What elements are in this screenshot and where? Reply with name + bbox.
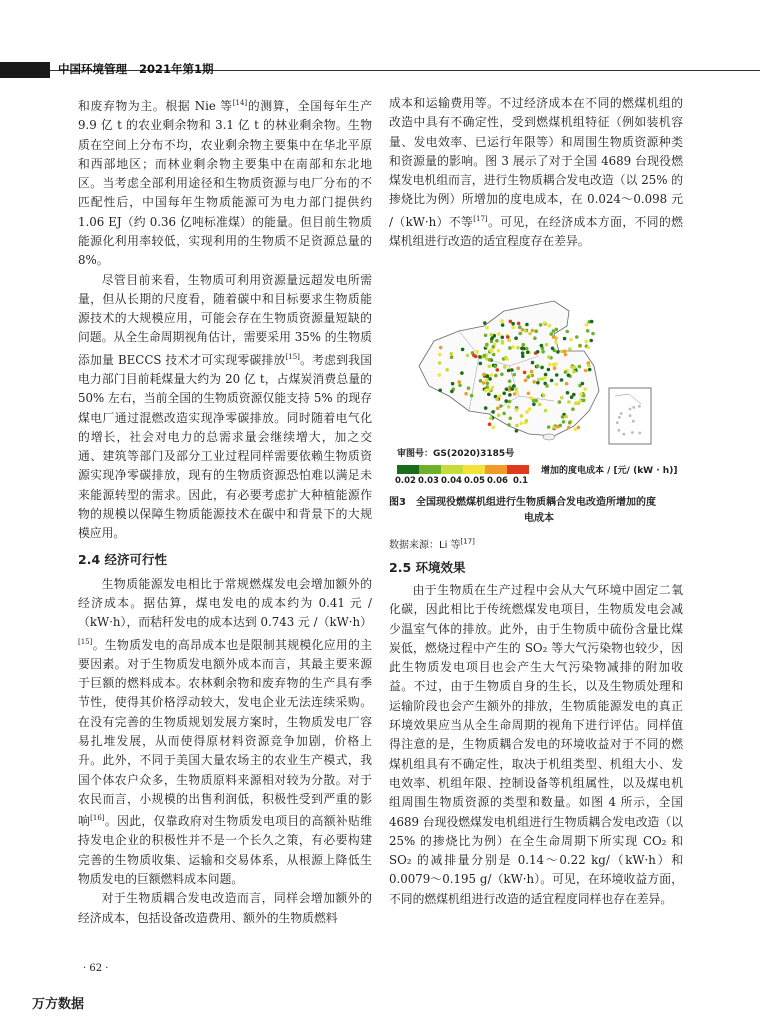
plant-marker bbox=[575, 335, 579, 339]
plant-marker bbox=[560, 378, 564, 382]
plant-marker bbox=[488, 377, 492, 381]
plant-marker bbox=[479, 379, 483, 383]
plant-marker bbox=[536, 350, 540, 354]
plant-marker bbox=[573, 366, 577, 370]
plant-marker bbox=[495, 339, 499, 343]
plant-marker bbox=[485, 357, 489, 361]
plant-marker bbox=[484, 406, 488, 410]
plant-marker bbox=[486, 375, 490, 379]
plant-marker bbox=[521, 351, 525, 355]
legend-tick: 0.03 bbox=[418, 476, 439, 486]
color-legend bbox=[397, 465, 529, 474]
plant-marker bbox=[536, 381, 540, 385]
plant-marker bbox=[491, 426, 495, 430]
inset-marker bbox=[617, 429, 620, 432]
legend-tick: 0.05 bbox=[464, 476, 485, 486]
plant-marker bbox=[450, 356, 454, 360]
paragraph: 尽管目前来看，生物质可利用资源量远超发电所需量，但从长期的尺度看，随着碳中和目标要求生物质能源技术的大规模应用，可能会存在生物质资源量短缺的问题。从全生命周期视角估计，需要采用 35% 的生物质添加量 BECCS 技术才可实现零碳排放[15]。考虑到我国电力部门目前耗煤量大约为 20 亿 t，占煤炭消费总量的 50% 左右，当前全国的生物质资源仅能支持 5% 的现存煤电厂通过混燃改造实现净零碳排放。同时随着电气化的增长，社会对电力的总需求量会继续增大，加之交通、建筑等部门及部分工业过程同样需要依赖生物质资源实现净零碳排放，现有的生物质资源恐怕难以满足未来能源转型的需求。因此，有必要考虑扩大种植能源作物的规模以保障生物质能源技术在碳中和背景下的大规模应用。 bbox=[78, 272, 372, 541]
legend-tick: 0.02 bbox=[395, 476, 416, 486]
plant-marker bbox=[561, 415, 565, 419]
plant-marker bbox=[507, 423, 511, 427]
plant-marker bbox=[534, 329, 538, 333]
plant-marker bbox=[511, 345, 515, 349]
plant-marker bbox=[451, 382, 455, 386]
plant-marker bbox=[526, 375, 530, 379]
paragraph: 成本和运输费用等。不过经济成本在不同的燃煤机组的改造中具有不确定性，受到燃煤机组特征（例如装机容量、发电效率、已运行年限等）和周围生物质资源种类和资源量的影响。图 3 展示了对于全国 4689 台现役燃煤发电机组而言，进行生物质耦合发电改造（以 25% 的掺烧比为例）所增加的度电成本，在 0.024～0.098 元 /（kW·h）不等[17]。可见，在经济成本方面，不同的燃煤机组进行改造的适宜程度存在差异。 bbox=[389, 96, 683, 248]
plant-marker bbox=[567, 373, 571, 377]
plant-marker bbox=[545, 343, 549, 347]
plant-marker bbox=[543, 321, 547, 325]
plant-marker bbox=[552, 363, 556, 367]
plant-marker bbox=[478, 355, 482, 359]
figure-3 bbox=[389, 296, 689, 551]
inset-marker bbox=[620, 412, 623, 415]
plant-marker bbox=[552, 335, 556, 339]
plant-marker bbox=[524, 379, 528, 383]
plant-marker bbox=[544, 409, 548, 413]
plant-marker bbox=[574, 401, 578, 405]
plant-marker bbox=[515, 408, 519, 412]
plant-marker bbox=[568, 421, 572, 425]
plant-marker bbox=[461, 348, 465, 352]
paragraph: 和废弃物为主。根据 Nie 等[14]的测算，全国每年生产 9.9 亿 t 的农业剩余物和 3.1 亿 t 的林业剩余物。生物质在空间上分布不均，农业剩余物主要集中在华北平原和西部地区；而林业剩余物主要集中在南部和东北地区。当考虑全部利用途径和生物质资源与电厂分布的不匹配性后，中国每年生物质能源可为电力部门提供约 1.06 EJ（约 0.36 亿吨标准煤）的能量。但目前生物质能源化利用率较低，实现利用的生物质不足资源总量的 8%。 bbox=[78, 98, 372, 268]
hainan-island bbox=[543, 434, 555, 440]
plant-marker bbox=[586, 329, 590, 333]
legend-swatch-6 bbox=[507, 465, 529, 474]
plant-marker bbox=[512, 384, 516, 388]
plant-marker bbox=[577, 426, 581, 430]
legend-tick: 0.04 bbox=[441, 476, 462, 486]
plant-marker bbox=[585, 323, 589, 327]
caption-line-1: 图3 全国现役燃煤机组进行生物质耦合发电改造所增加的度 bbox=[389, 497, 656, 508]
plant-marker bbox=[520, 414, 524, 418]
plant-marker bbox=[552, 426, 556, 430]
plant-marker bbox=[492, 345, 496, 349]
plant-marker bbox=[485, 343, 489, 347]
plant-marker bbox=[555, 373, 559, 377]
plant-marker bbox=[587, 364, 591, 368]
plant-marker bbox=[543, 376, 547, 380]
plant-marker bbox=[508, 400, 512, 404]
plant-marker bbox=[464, 392, 468, 396]
plant-marker bbox=[584, 369, 588, 373]
plant-marker bbox=[579, 392, 583, 396]
plant-marker bbox=[548, 363, 552, 367]
plant-marker bbox=[490, 333, 494, 337]
plant-marker bbox=[439, 346, 443, 350]
legend-swatch-3 bbox=[441, 465, 463, 474]
plant-marker bbox=[518, 332, 522, 336]
plant-marker bbox=[533, 336, 537, 340]
plant-marker bbox=[488, 423, 492, 427]
inset-marker bbox=[616, 421, 619, 424]
plant-marker bbox=[489, 416, 493, 420]
plant-marker bbox=[541, 350, 545, 354]
plant-marker bbox=[506, 335, 510, 339]
plant-marker bbox=[548, 324, 552, 328]
section-heading: 2.5 环境效果 bbox=[389, 560, 466, 575]
plant-marker bbox=[535, 399, 539, 403]
plant-marker bbox=[450, 390, 454, 394]
plant-marker bbox=[499, 404, 503, 408]
plant-marker bbox=[554, 341, 558, 345]
plant-marker bbox=[521, 355, 525, 359]
inset-marker bbox=[629, 408, 632, 411]
inset-marker bbox=[622, 433, 625, 436]
journal-name: 中国环境管理 bbox=[58, 62, 127, 76]
plant-marker bbox=[550, 379, 554, 383]
plant-marker bbox=[525, 323, 529, 327]
plant-marker bbox=[542, 394, 546, 398]
plant-marker bbox=[531, 329, 535, 333]
legend-swatch-5 bbox=[485, 465, 507, 474]
plant-marker bbox=[532, 380, 536, 384]
plant-marker bbox=[479, 362, 483, 366]
plant-marker bbox=[526, 350, 530, 354]
china-map bbox=[389, 296, 699, 446]
plant-marker bbox=[508, 346, 512, 350]
plant-marker bbox=[560, 396, 564, 400]
inset-marker bbox=[638, 405, 641, 408]
plant-marker bbox=[500, 373, 504, 377]
plant-marker bbox=[566, 391, 570, 395]
plant-marker bbox=[558, 400, 562, 404]
plant-marker bbox=[549, 332, 553, 336]
plant-marker bbox=[531, 361, 535, 365]
plant-marker bbox=[528, 332, 532, 336]
plant-marker bbox=[565, 330, 569, 334]
plant-marker bbox=[529, 396, 533, 400]
plant-marker bbox=[559, 424, 563, 428]
plant-marker bbox=[552, 329, 556, 333]
figure-caption bbox=[389, 495, 689, 527]
plant-marker bbox=[504, 399, 508, 403]
plant-marker bbox=[525, 410, 529, 414]
inset-marker bbox=[632, 420, 635, 423]
plant-marker bbox=[564, 353, 568, 357]
plant-marker bbox=[547, 425, 551, 429]
plant-marker bbox=[482, 381, 486, 385]
plant-marker bbox=[516, 367, 520, 371]
plant-marker bbox=[527, 392, 531, 396]
plant-marker bbox=[507, 339, 511, 343]
plant-marker bbox=[583, 387, 587, 391]
plant-marker bbox=[490, 349, 494, 353]
plant-marker bbox=[578, 399, 582, 403]
plant-marker bbox=[501, 323, 505, 327]
plant-marker bbox=[505, 387, 509, 391]
section-heading: 2.4 经济可行性 bbox=[78, 551, 167, 567]
plant-marker bbox=[556, 350, 560, 354]
section-heading-wrap bbox=[78, 544, 372, 575]
plant-marker bbox=[504, 356, 508, 360]
plant-marker bbox=[508, 393, 512, 397]
caption-line-2: 电成本 bbox=[524, 513, 554, 524]
plant-marker bbox=[497, 332, 501, 336]
plant-marker bbox=[569, 338, 573, 342]
plant-marker bbox=[445, 368, 449, 372]
plant-marker bbox=[511, 322, 515, 326]
plant-marker bbox=[490, 337, 494, 341]
plant-marker bbox=[562, 420, 566, 424]
section-heading-wrap bbox=[389, 554, 683, 581]
plant-marker bbox=[457, 380, 461, 384]
plant-marker bbox=[483, 321, 487, 325]
plant-marker bbox=[523, 371, 527, 375]
plant-marker bbox=[460, 371, 464, 375]
plant-marker bbox=[525, 419, 529, 423]
legend-swatch-1 bbox=[397, 465, 419, 474]
plant-marker bbox=[510, 368, 514, 372]
plant-marker bbox=[496, 368, 500, 372]
plant-marker bbox=[509, 320, 513, 324]
legend-swatch-4 bbox=[463, 465, 485, 474]
legend-swatch-2 bbox=[419, 465, 441, 474]
plant-marker bbox=[522, 343, 526, 347]
plant-marker bbox=[494, 374, 498, 378]
plant-marker bbox=[553, 366, 557, 370]
plant-marker bbox=[563, 337, 567, 341]
database-watermark: 万方数据 bbox=[32, 997, 85, 1012]
plant-marker bbox=[573, 428, 577, 432]
paragraph: 生物质能源发电相比于常规燃煤发电会增加额外的经济成本。据估算，煤电发电的成本约为 0.41 元 /（kW·h），而秸秆发电的成本达到 0.743 元 /（kW·h）[15]。生物质发电的高昂成本也是限制其规模化应用的主要因素。对于生物质发电额外成本而言，其最主要来源于巨额的燃料成本。农林剩余物和废弃物的生产具有季节性，使得其价格浮动较大，发电企业无法连续采购。在没有完善的生物质规划发展方案时，生物质发电厂容易扎堆发展，从而使得原材料资源竞争加剧，价格上升。此外，不同于美国大量农场主的农业生产模式，我国个体农户众多，生物质原料来源相对较为分散。对于农民而言，小规模的出售利润低，积极性受到严重的影响[16]。因此，仅靠政府对生物质发电项目的高额补贴维持发电企业的积极性并不是一个长久之策，有必要构建完善的生物质收集、运输和交易体系，从根源上降低生物质发电的巨额燃料成本问题。 bbox=[78, 576, 372, 886]
plant-marker bbox=[495, 397, 499, 401]
plant-marker bbox=[538, 403, 542, 407]
plant-marker bbox=[578, 344, 582, 348]
plant-marker bbox=[501, 336, 505, 340]
plant-marker bbox=[490, 373, 494, 377]
running-header bbox=[58, 61, 214, 77]
plant-marker bbox=[564, 370, 568, 374]
plant-marker bbox=[501, 320, 505, 324]
plant-marker bbox=[458, 384, 462, 388]
plant-marker bbox=[503, 365, 507, 369]
inset-marker bbox=[629, 414, 632, 417]
plant-marker bbox=[536, 364, 540, 368]
plant-marker bbox=[522, 347, 526, 351]
plant-marker bbox=[563, 350, 567, 354]
plant-marker bbox=[584, 340, 588, 344]
plant-marker bbox=[540, 344, 544, 348]
plant-marker bbox=[475, 350, 479, 354]
header-bar bbox=[0, 62, 50, 78]
plant-marker bbox=[530, 370, 534, 374]
plant-marker bbox=[571, 407, 575, 411]
plant-marker bbox=[567, 400, 571, 404]
plant-marker bbox=[572, 370, 576, 374]
legend-tick: 0.1 bbox=[513, 476, 529, 486]
plant-marker bbox=[555, 383, 559, 387]
plant-marker bbox=[567, 426, 571, 430]
plant-marker bbox=[521, 328, 525, 332]
plant-marker bbox=[509, 417, 513, 421]
plant-marker bbox=[482, 373, 486, 377]
right-column-bottom bbox=[389, 554, 683, 909]
plant-marker bbox=[466, 354, 470, 358]
plant-marker bbox=[487, 365, 491, 369]
plant-marker bbox=[517, 322, 521, 326]
plant-marker bbox=[485, 326, 489, 330]
legend-title: 增加的度电成本 / [元/ (kW · h)] bbox=[541, 466, 678, 476]
paragraph: 由于生物质在生产过程中会从大气环境中固定二氧化碳，因此相比于传统燃煤发电项目，生物质发电会减少温室气体的排放。此外，由于生物质中硫份含量比煤炭低，燃烧过程中产生的 SO₂ 等大气污染物也较少，因此生物质发电项目也会产生大气污染物减排的附加收益。不过，由于生物质自身的生长，以及生物质处理和运输阶段也会产生额外的排放，生物质能源发电的真正环境效果应当从全生命周期的视角下进行评估。同样值得注意的是，生物质耦合发电的环境收益对于不同的燃煤机组具有不确定性，取决于机组类型、机组大小、发电效率、机组年限、控制设备等机组属性，以及煤电机组周围生物质资源的类型和数量。如图 4 所示，全国 4689 台现役燃煤发电机组进行生物质耦合发电改造（以 25% 的掺烧比为例）在全生命周期下所实现 CO₂ 和 SO₂ 的减排量分别是 0.14～0.22 kg/（kW·h）和 0.0079～0.195 g/（kW·h）。可见，在环境收益方面，不同的燃煤机组进行改造的适宜程度同样也存在差异。 bbox=[389, 583, 683, 906]
plant-marker bbox=[497, 413, 501, 417]
plant-marker bbox=[484, 389, 488, 393]
plant-marker bbox=[498, 394, 502, 398]
plant-marker bbox=[587, 346, 591, 350]
plant-marker bbox=[565, 382, 569, 386]
plant-marker bbox=[496, 407, 500, 411]
plant-marker bbox=[532, 403, 536, 407]
plant-marker bbox=[539, 323, 543, 327]
page-number: · 62 · bbox=[83, 963, 109, 974]
plant-marker bbox=[484, 334, 488, 338]
inset-marker bbox=[638, 432, 641, 435]
legend-tick: 0.06 bbox=[487, 476, 508, 486]
plant-marker bbox=[449, 352, 453, 356]
plant-marker bbox=[582, 399, 586, 403]
plant-marker bbox=[491, 410, 495, 414]
inset-marker bbox=[631, 431, 634, 434]
plant-marker bbox=[501, 340, 505, 344]
plant-marker bbox=[502, 392, 506, 396]
plant-marker bbox=[551, 347, 555, 351]
plant-marker bbox=[581, 382, 585, 386]
plant-marker bbox=[528, 407, 532, 411]
plant-marker bbox=[564, 415, 568, 419]
issue-label: 2021年第1期 bbox=[139, 62, 214, 76]
plant-marker bbox=[524, 329, 528, 333]
plant-marker bbox=[508, 379, 512, 383]
plant-marker bbox=[486, 382, 490, 386]
plant-marker bbox=[510, 387, 514, 391]
plant-marker bbox=[515, 429, 519, 433]
plant-marker bbox=[545, 384, 549, 388]
plant-marker bbox=[485, 385, 489, 389]
plant-marker bbox=[493, 365, 497, 369]
plant-marker bbox=[547, 368, 551, 372]
plant-marker bbox=[491, 386, 495, 390]
plant-marker bbox=[438, 361, 442, 365]
paragraph: 对于生物质耦合发电改造而言，同样会增加额外的经济成本，包括设备改造费用、额外的生物质燃料 bbox=[78, 891, 372, 925]
plant-marker bbox=[470, 394, 474, 398]
plant-marker bbox=[544, 373, 548, 377]
plant-marker bbox=[588, 368, 592, 372]
plant-marker bbox=[507, 369, 511, 373]
figure-source: 数据来源：Li 等[17] bbox=[389, 537, 475, 551]
plant-marker bbox=[537, 378, 541, 382]
plant-marker bbox=[488, 388, 492, 392]
plant-marker bbox=[438, 353, 442, 357]
right-column-top bbox=[389, 94, 683, 251]
plant-marker bbox=[519, 422, 523, 426]
plant-marker bbox=[507, 405, 511, 409]
plant-marker bbox=[516, 346, 520, 350]
inset-marker bbox=[632, 406, 635, 409]
plant-marker bbox=[514, 387, 518, 391]
plant-marker bbox=[438, 373, 442, 377]
plant-marker bbox=[492, 353, 496, 357]
plant-marker bbox=[513, 373, 517, 377]
plant-marker bbox=[515, 424, 519, 428]
plant-marker bbox=[487, 393, 491, 397]
plant-marker bbox=[497, 349, 501, 353]
map-approval-number: 审图号：GS(2020)3185号 bbox=[397, 449, 515, 459]
plant-marker bbox=[525, 347, 529, 351]
plant-marker bbox=[511, 326, 515, 330]
plant-marker bbox=[589, 339, 593, 343]
left-column bbox=[78, 94, 372, 928]
plant-marker bbox=[540, 366, 544, 370]
plant-marker bbox=[591, 332, 595, 336]
plant-marker bbox=[482, 354, 486, 358]
inset-marker bbox=[618, 416, 621, 419]
plant-marker bbox=[568, 347, 572, 351]
plant-marker bbox=[590, 320, 594, 324]
plant-marker bbox=[438, 389, 442, 393]
plant-marker bbox=[547, 355, 551, 359]
plant-marker bbox=[578, 365, 582, 369]
plant-marker bbox=[570, 395, 574, 399]
plant-marker bbox=[467, 386, 471, 390]
plant-marker bbox=[518, 325, 522, 329]
plant-marker bbox=[514, 336, 518, 340]
plant-marker bbox=[474, 355, 478, 359]
plant-marker bbox=[502, 412, 506, 416]
